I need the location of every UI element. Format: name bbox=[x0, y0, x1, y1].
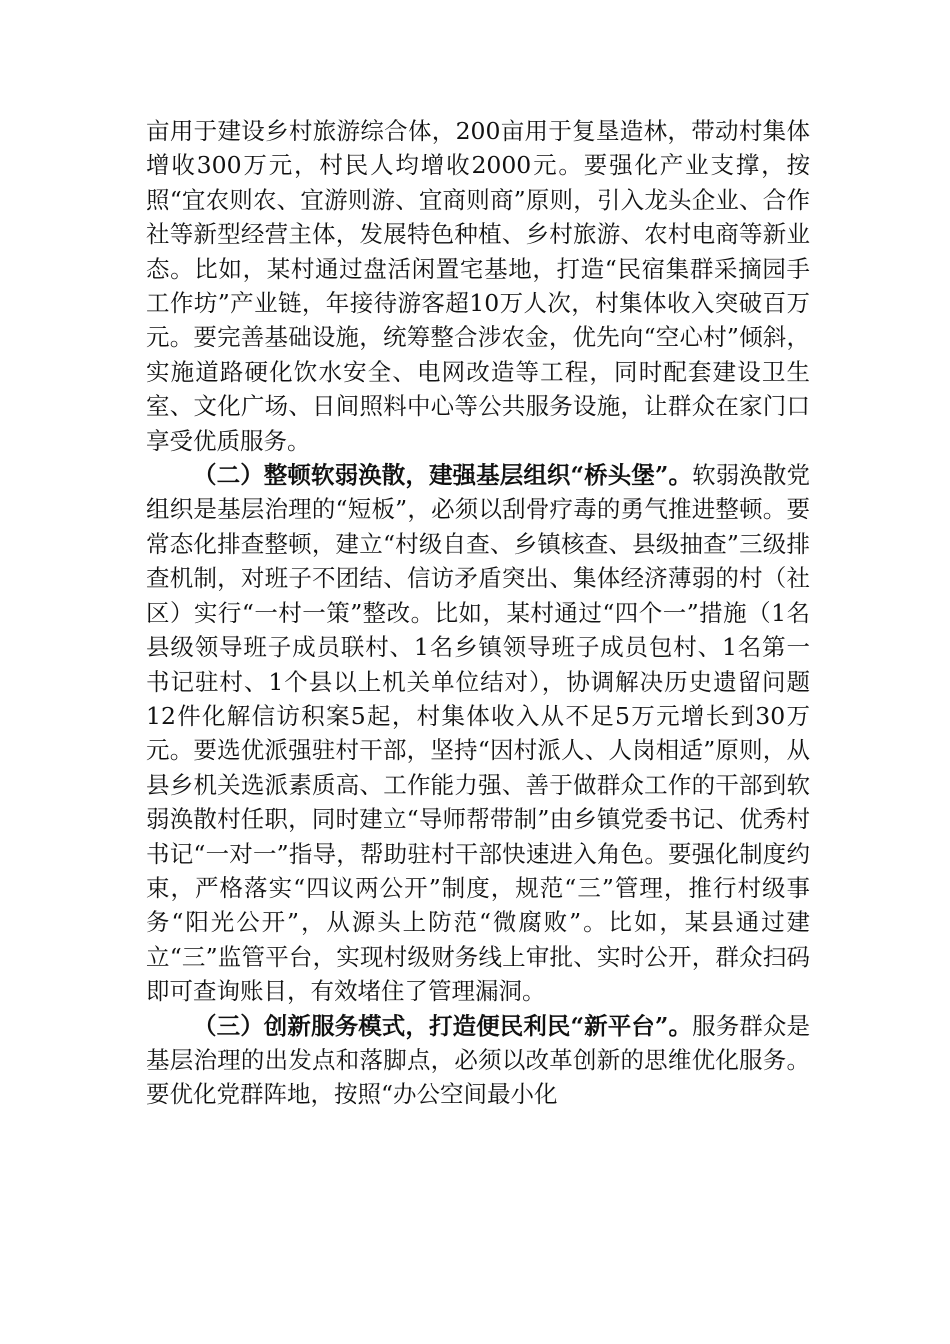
section-heading: （三）创新服务模式，打造便民利民“新平台”。 bbox=[193, 1011, 693, 1040]
paragraph-body: 亩用于建设乡村旅游综合体，200亩用于复垦造林，带动村集体增收300万元，村民人均增收2000元。要强化产业支撑，按照“宜农则农、宜游则游、宜商则商”原则，引入龙头企业、合作社等新型经营主体，发展特色种植、乡村旅游、农村电商等新业态。比如，某村通过盘活闲置宅基地，打造“民宿集群采摘园手工作坊”产业链，年接待游客超10万人次，村集体收入突破百万元。要完善基础设施，统筹整合涉农金，优先向“空心村”倾斜，实施道路硬化饮水安全、电网改造等工程，同时配套建设卫生室、文化广场、日间照料中心等公共服务设施，让群众在家门口享受优质服务。 bbox=[146, 117, 810, 455]
paragraph-continuation bbox=[146, 114, 810, 458]
paragraph-section-3 bbox=[146, 1009, 810, 1112]
paragraph-body: 软弱涣散党组织是基层治理的“短板”，必须以刮骨疗毒的勇气推进整顿。要常态化排查整顿，建立“村级自查、乡镇核查、县级抽查”三级排查机制，对班子不团结、信访矛盾突出、集体经济薄弱的村（社区）实行“一村一策”整改。比如，某村通过“四个一”措施（1名县级领导班子成员联村、1名乡镇领导班子成员包村、1名第一书记驻村、1个县以上机关单位结对），协调解决历史遗留问题12件化解信访积案5起，村集体收入从不足5万元增长到30万元。要选优派强驻村干部，坚持“因村派人、人岗相适”原则，从县乡机关选派素质高、工作能力强、善于做群众工作的干部到软弱涣散村任职，同时建立“导师帮带制”由乡镇党委书记、优秀村书记“一对一”指导，帮助驻村干部快速进入角色。要强化制度约束，严格落实“四议两公开”制度，规范“三”管理，推行村级事务“阳光公开”，从源头上防范“微腐败”。比如，某县通过建立“三”监管平台，实现村级财务线上审批、实时公开，群众扫码即可查询账目，有效堵住了管理漏洞。 bbox=[146, 461, 810, 1006]
paragraph-body: 服务群众是基层治理的出发点和落脚点，必须以改革创新的思维优化服务。要优化党群阵地，按照“办公空间最小化 bbox=[146, 1011, 810, 1109]
document-page bbox=[146, 114, 810, 1112]
paragraph-section-2 bbox=[146, 458, 810, 1009]
section-heading: （二）整顿软弱涣散，建强基层组织“桥头堡”。 bbox=[193, 461, 693, 490]
